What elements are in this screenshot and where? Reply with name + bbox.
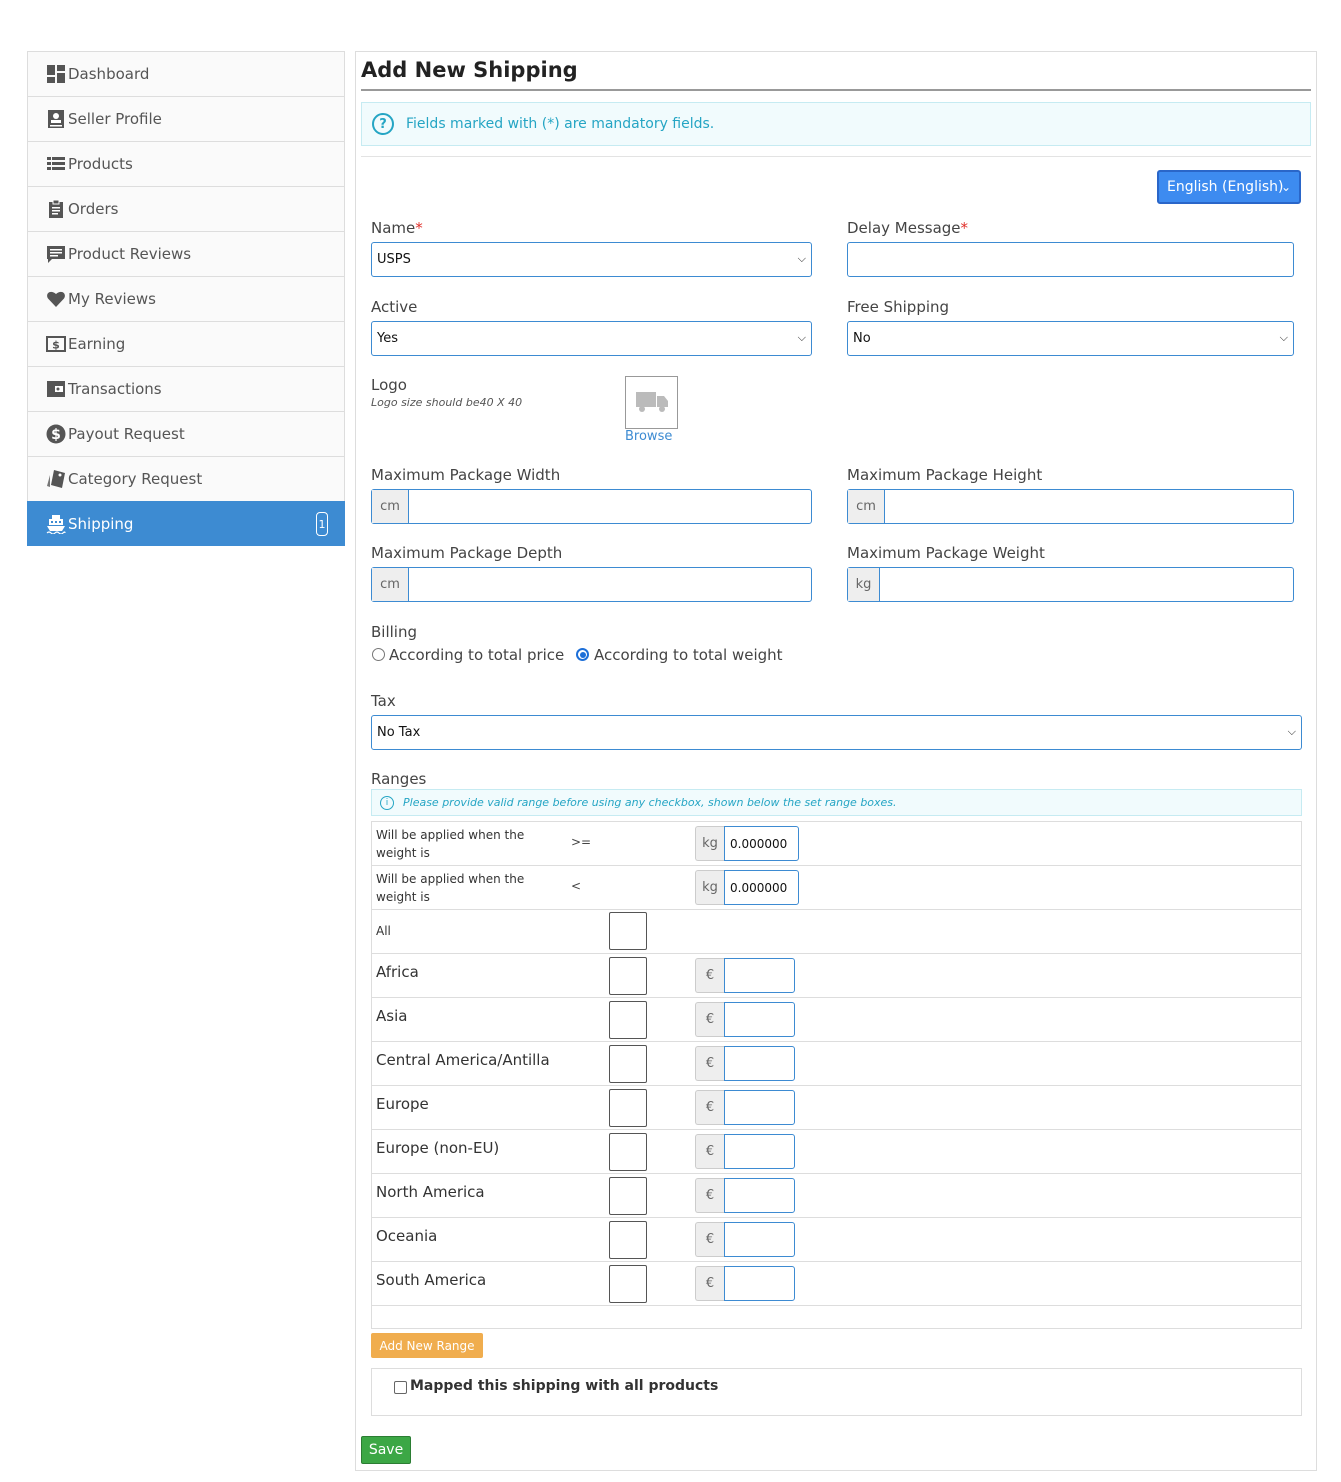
zone-label: South America <box>376 1271 487 1289</box>
max-weight-input[interactable] <box>880 568 1293 601</box>
question-circle-icon: ? <box>372 113 394 135</box>
name-select-value: USPS <box>377 252 411 267</box>
language-dropdown[interactable] <box>1157 170 1301 204</box>
tax-select-value: No Tax <box>377 725 421 740</box>
billing-weight-label[interactable]: According to total weight <box>594 646 783 664</box>
tags-icon <box>46 469 66 489</box>
max-width-label: Maximum Package Width <box>371 466 561 484</box>
active-select[interactable] <box>371 321 812 356</box>
info-circle-icon: i <box>380 796 394 810</box>
map-products-section <box>371 1368 1302 1416</box>
max-height-input[interactable] <box>885 490 1293 523</box>
zone-row <box>372 1218 1301 1262</box>
logo-hint: Logo size should be40 X 40 <box>371 396 523 409</box>
save-button[interactable]: Save <box>361 1436 411 1464</box>
currency-addon: € <box>695 958 724 993</box>
sidebar-item-label: Products <box>68 155 133 173</box>
delay-message-label <box>847 219 968 237</box>
zone-checkbox[interactable] <box>609 1177 647 1215</box>
range-min-input[interactable]: 0.000000 <box>724 826 799 861</box>
sidebar-item-products[interactable] <box>27 141 345 186</box>
sidebar-item-label: Category Request <box>68 470 203 488</box>
zone-price-group <box>695 1134 795 1169</box>
ranges-table <box>371 821 1302 1329</box>
unit-addon: cm <box>372 490 409 523</box>
clipboard-icon <box>46 199 66 219</box>
profile-icon <box>46 109 66 129</box>
sidebar-item-dashboard[interactable] <box>27 51 345 96</box>
sidebar-item-label: Orders <box>68 200 119 218</box>
sidebar-item-label: My Reviews <box>68 290 156 308</box>
ranges-label: Ranges <box>371 770 427 788</box>
zone-checkbox-all[interactable] <box>609 912 647 950</box>
sidebar-item-payout-request[interactable] <box>27 411 345 456</box>
zone-label: North America <box>376 1183 485 1201</box>
range-row-label: Will be applied when the weight is <box>376 828 525 860</box>
zone-checkbox[interactable] <box>609 957 647 995</box>
sidebar-item-transactions[interactable] <box>27 366 345 411</box>
zone-label: Oceania <box>376 1227 438 1245</box>
sidebar-item-shipping[interactable] <box>27 501 345 546</box>
currency-addon: € <box>695 1134 724 1169</box>
zone-price-group <box>695 1090 795 1125</box>
zone-checkbox[interactable] <box>609 1045 647 1083</box>
range-min-group <box>695 826 799 861</box>
logo-preview[interactable] <box>625 376 678 429</box>
max-depth-label: Maximum Package Depth <box>371 544 563 562</box>
sidebar-item-product-reviews[interactable] <box>27 231 345 276</box>
range-max-group <box>695 870 799 905</box>
zone-price-input[interactable] <box>724 1090 795 1125</box>
sidebar-item-label: Earning <box>68 335 126 353</box>
dashboard-icon <box>46 64 66 84</box>
zone-price-input[interactable] <box>724 1222 795 1257</box>
sidebar <box>27 51 345 546</box>
max-height-label: Maximum Package Height <box>847 466 1043 484</box>
comment-icon <box>46 244 66 264</box>
heart-icon <box>46 289 66 309</box>
zone-checkbox[interactable] <box>609 1001 647 1039</box>
name-label-text: Name <box>371 219 416 237</box>
free-shipping-label: Free Shipping <box>847 298 950 316</box>
zone-price-input[interactable] <box>724 1134 795 1169</box>
unit-addon: cm <box>372 568 409 601</box>
zone-price-group <box>695 1046 795 1081</box>
dollar-circle-icon <box>46 424 66 444</box>
zone-checkbox[interactable] <box>609 1221 647 1259</box>
zone-price-group <box>695 1002 795 1037</box>
zone-price-input[interactable] <box>724 958 795 993</box>
zone-label: Asia <box>376 1007 408 1025</box>
zone-price-input[interactable] <box>724 1178 795 1213</box>
tax-label: Tax <box>371 692 396 710</box>
range-row-label: Will be applied when the weight is <box>376 872 525 904</box>
billing-label: Billing <box>371 623 417 641</box>
unit-addon: kg <box>848 568 880 601</box>
chevron-down-icon: ⌵ <box>797 331 806 344</box>
zone-row-all <box>372 910 1301 954</box>
page-title: Add New Shipping <box>361 56 1311 91</box>
info-text: Fields marked with (*) are mandatory fields. <box>406 116 715 132</box>
currency-addon: € <box>695 1222 724 1257</box>
free-shipping-select[interactable] <box>847 321 1294 356</box>
zone-row <box>372 1174 1301 1218</box>
max-weight-group <box>847 567 1294 602</box>
sidebar-item-label: Shipping <box>68 514 134 533</box>
svg-text:$: $ <box>51 427 61 443</box>
billing-weight-radio[interactable] <box>576 648 589 661</box>
zone-checkbox[interactable] <box>609 1089 647 1127</box>
zone-price-group <box>695 1266 795 1301</box>
zone-row <box>372 1042 1301 1086</box>
chevron-down-icon: ⌵ <box>797 252 806 265</box>
range-row <box>372 822 1301 866</box>
mandatory-info-alert <box>361 102 1311 146</box>
zone-price-group <box>695 1178 795 1213</box>
zone-price-group <box>695 1222 795 1257</box>
chevron-down-icon: ⌄ <box>1280 180 1291 194</box>
range-max-input[interactable]: 0.000000 <box>724 870 799 905</box>
unit-addon: kg <box>695 870 724 905</box>
sidebar-item-my-reviews[interactable] <box>27 276 345 321</box>
name-label <box>371 219 423 237</box>
range-operator: >= <box>571 835 592 849</box>
currency-addon: € <box>695 1090 724 1125</box>
zone-label: Europe (non-EU) <box>376 1139 500 1157</box>
divider <box>361 156 1311 157</box>
svg-text:$: $ <box>52 338 60 352</box>
zone-row <box>372 954 1301 998</box>
delay-label-text: Delay Message <box>847 219 961 237</box>
billing-price-label[interactable]: According to total price <box>389 646 565 664</box>
required-marker: * <box>960 219 969 237</box>
name-select[interactable] <box>371 242 812 277</box>
ship-icon <box>46 514 66 534</box>
map-all-products-label[interactable]: Mapped this shipping with all products <box>410 1378 719 1394</box>
currency-addon: € <box>695 1002 724 1037</box>
currency-addon: € <box>695 1046 724 1081</box>
zone-row <box>372 1262 1301 1306</box>
currency-addon: € <box>695 1178 724 1213</box>
sidebar-item-orders[interactable] <box>27 186 345 231</box>
zone-row <box>372 998 1301 1042</box>
sidebar-item-label: Payout Request <box>68 425 185 443</box>
unit-addon: cm <box>848 490 885 523</box>
required-marker: * <box>415 219 423 237</box>
max-weight-label: Maximum Package Weight <box>847 544 1045 562</box>
count-badge: 1 <box>316 512 328 536</box>
range-row <box>372 866 1301 910</box>
browse-link[interactable]: Browse <box>625 429 673 444</box>
wallet-icon <box>46 379 66 399</box>
active-select-value: Yes <box>377 331 398 346</box>
zone-label: Africa <box>376 963 419 981</box>
tax-select[interactable] <box>371 715 1302 750</box>
zone-checkbox[interactable] <box>609 1265 647 1303</box>
main-panel <box>355 51 1317 1471</box>
zone-row <box>372 1086 1301 1130</box>
ranges-info-alert <box>371 789 1302 816</box>
active-label: Active <box>371 298 418 316</box>
sidebar-item-label: Seller Profile <box>68 110 162 128</box>
max-depth-group <box>371 567 812 602</box>
range-operator: < <box>571 879 582 893</box>
zone-label: Central America/Antilla <box>376 1051 550 1069</box>
currency-addon: € <box>695 1266 724 1301</box>
logo-label: Logo <box>371 376 407 394</box>
zone-price-input[interactable] <box>724 1002 795 1037</box>
sidebar-item-seller-profile[interactable] <box>27 96 345 141</box>
chevron-down-icon: ⌵ <box>1287 725 1296 738</box>
zone-checkbox[interactable] <box>609 1133 647 1171</box>
ranges-note-text: Please provide valid range before using any checkbox, shown below the set range boxes. <box>403 796 897 809</box>
delay-message-input[interactable] <box>847 242 1294 277</box>
zone-price-group <box>695 958 795 993</box>
max-height-group <box>847 489 1294 524</box>
free-shipping-select-value: No <box>853 331 871 346</box>
sidebar-item-earning[interactable] <box>27 321 345 366</box>
max-depth-input[interactable] <box>409 568 811 601</box>
zone-price-input[interactable] <box>724 1046 795 1081</box>
sidebar-item-label: Product Reviews <box>68 245 192 263</box>
billing-price-radio[interactable] <box>372 648 385 661</box>
sidebar-item-category-request[interactable] <box>27 456 345 501</box>
list-icon <box>46 154 66 174</box>
zone-label: Europe <box>376 1095 429 1113</box>
zone-price-input[interactable] <box>724 1266 795 1301</box>
add-new-range-button[interactable]: Add New Range <box>371 1333 483 1358</box>
sidebar-item-label: Dashboard <box>68 65 150 83</box>
max-width-input[interactable] <box>409 490 811 523</box>
map-all-products-checkbox[interactable] <box>394 1381 407 1394</box>
language-label: English (English) <box>1167 179 1284 195</box>
money-icon <box>46 334 66 354</box>
truck-icon <box>626 377 677 428</box>
sidebar-item-label: Transactions <box>68 380 162 398</box>
zone-row <box>372 1130 1301 1174</box>
chevron-down-icon: ⌵ <box>1279 331 1288 344</box>
zone-label: All <box>376 924 391 938</box>
max-width-group <box>371 489 812 524</box>
unit-addon: kg <box>695 826 724 861</box>
